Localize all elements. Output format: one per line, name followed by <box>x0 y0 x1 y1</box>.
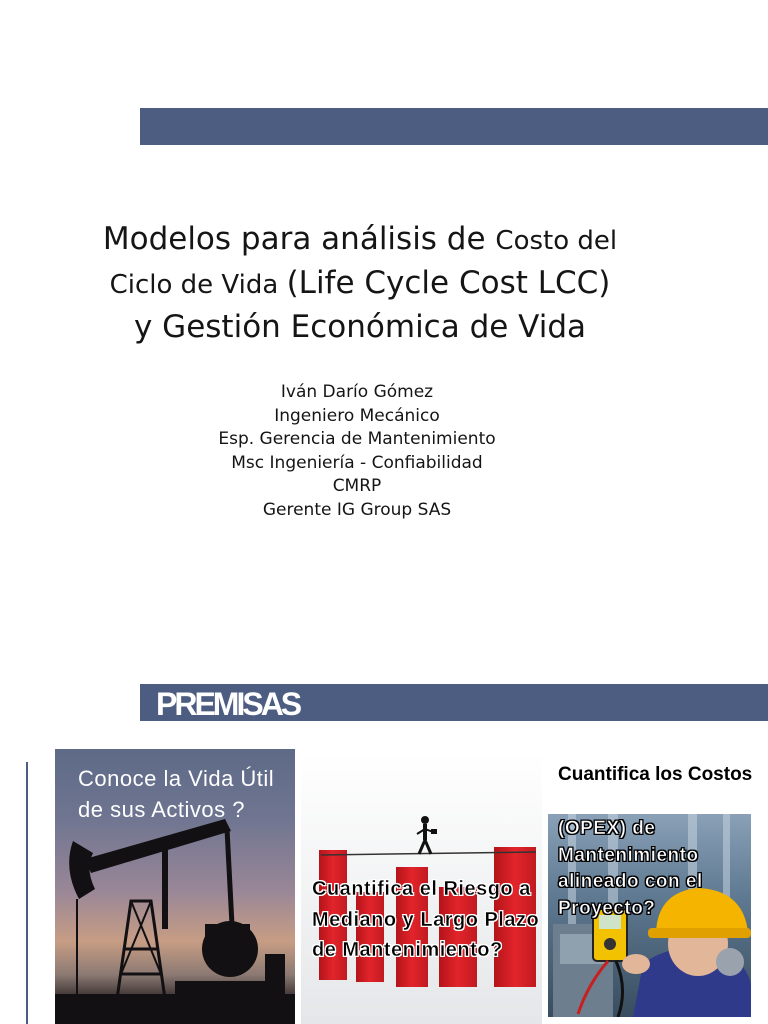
left-vertical-rule <box>26 762 28 1024</box>
oil-pump-image-tile <box>55 749 295 1024</box>
author-position: Gerente IG Group SAS <box>262 499 452 520</box>
author-name: Iván Darío Gómez <box>280 382 434 402</box>
title-line1-b: Costo del <box>495 226 618 256</box>
costs-tile-question: (OPEX) de Mantenimiento alineado con el Proyecto? <box>558 818 703 919</box>
risk-tile-question: Cuantifica el Riesgo a Mediano y Largo Plazo de Mantenimiento? <box>312 878 540 961</box>
title-line2-b: (Life Cycle Cost LCC) <box>286 265 611 301</box>
author-specialization: Esp. Gerencia de Mantenimiento <box>218 429 496 449</box>
maintenance-worker-image-tile <box>548 814 751 1017</box>
slide-title <box>60 218 660 348</box>
costs-heading: Cuantifica los Costos <box>558 764 753 785</box>
risk-chart-image-tile <box>301 752 542 1024</box>
author-certification: CMRP <box>332 476 382 496</box>
author-profession: Ingeniero Mecánico <box>274 405 440 426</box>
author-masters: Msc Ingeniería - Confiabilidad <box>231 452 483 473</box>
top-accent-bar <box>140 108 768 145</box>
title-line2-a: Ciclo de Vida <box>109 270 287 300</box>
author-block <box>157 381 557 522</box>
tightrope-walker-icon <box>417 816 437 854</box>
title-line1-a: Modelos para análisis de <box>102 221 496 257</box>
title-line3: y Gestión Económica de Vida <box>133 309 586 345</box>
premisas-heading: PREMISAS <box>156 686 300 722</box>
oil-tile-question: Conoce la Vida Útil de sus Activos ? <box>78 766 275 822</box>
